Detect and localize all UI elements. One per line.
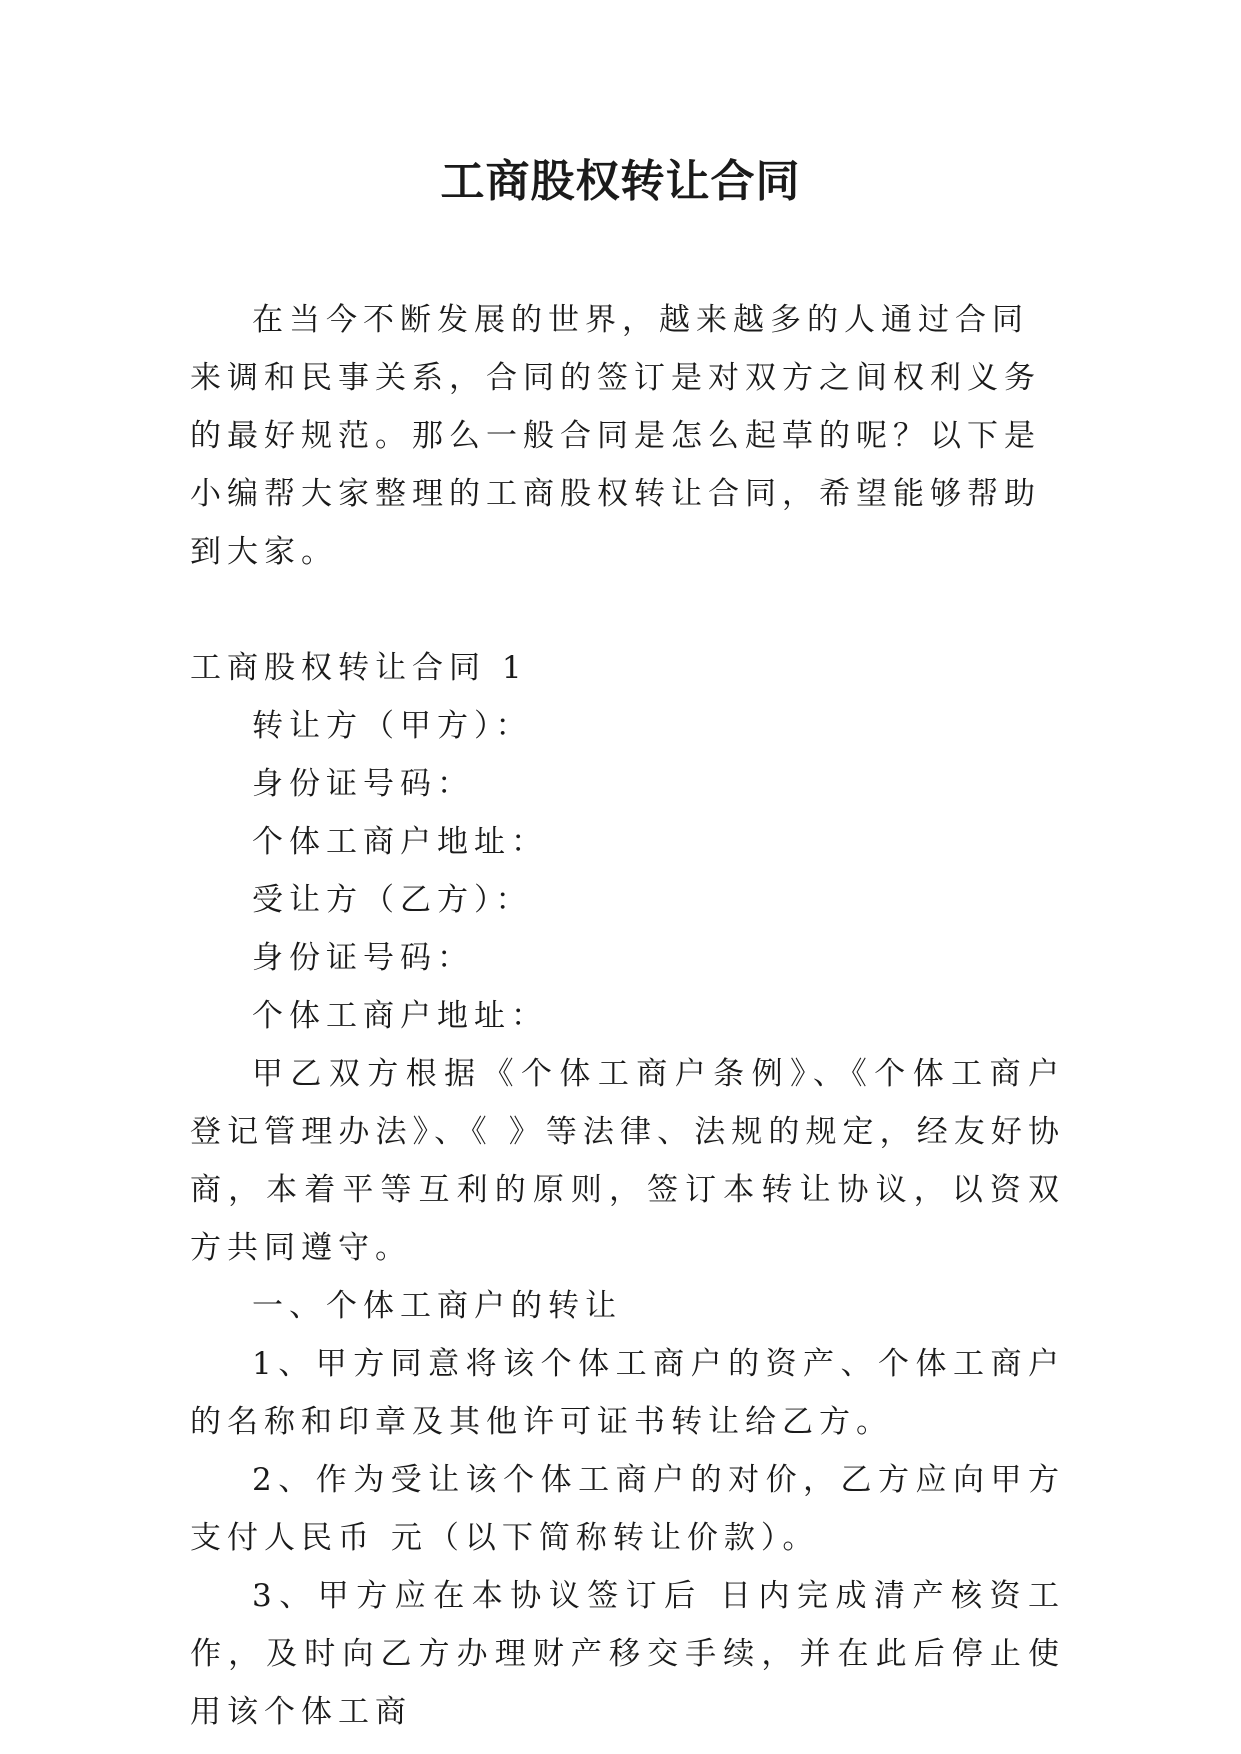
transferor-line: 转让方（甲方）： [252,708,533,744]
transferee-id-line: 身份证号码： [252,940,474,976]
clause-heading: 一、个体工商户的转让 [252,1288,622,1324]
section-heading: 工商股权转让合同 1 [190,650,528,686]
clause-1: 1、甲方同意将该个体工商户的资产、个体工商户的名称和印章及其他许可证书转让给乙方。 [190,1346,1065,1440]
preamble-paragraph: 甲乙双方根据《个体工商户条例》、《个体工商户登记管理办法》、《 》等法律、法规的规定，经友好协商，本着平等互利的原则，签订本转让协议，以资双方共同遵守。 [190,1056,1065,1266]
transferee-line: 受让方（乙方）： [252,882,533,918]
clause-3: 3、甲方应在本协议签订后 日内完成清产核资工作，及时向乙方办理财产移交手续，并在此后停止使用该个体工商 [190,1578,1065,1730]
transferor-id-line: 身份证号码： [252,766,474,802]
transferor-address-line: 个体工商户地址： [252,824,548,860]
document-body [190,291,1065,1741]
clause-2: 2、作为受让该个体工商户的对价，乙方应向甲方支付人民币 元（以下简称转让价款）。 [190,1462,1065,1556]
document-title: 工商股权转让合同 [440,156,801,207]
intro-paragraph: 在当今不断发展的世界，越来越多的人通过合同来调和民事关系，合同的签订是对双方之间权利义务的最好规范。那么一般合同是怎么起草的呢？以下是小编帮大家整理的工商股权转让合同，希望能够帮助到大家。 [190,302,1041,570]
paragraph-gap [190,581,1065,639]
transferee-address-line: 个体工商户地址： [252,998,548,1034]
